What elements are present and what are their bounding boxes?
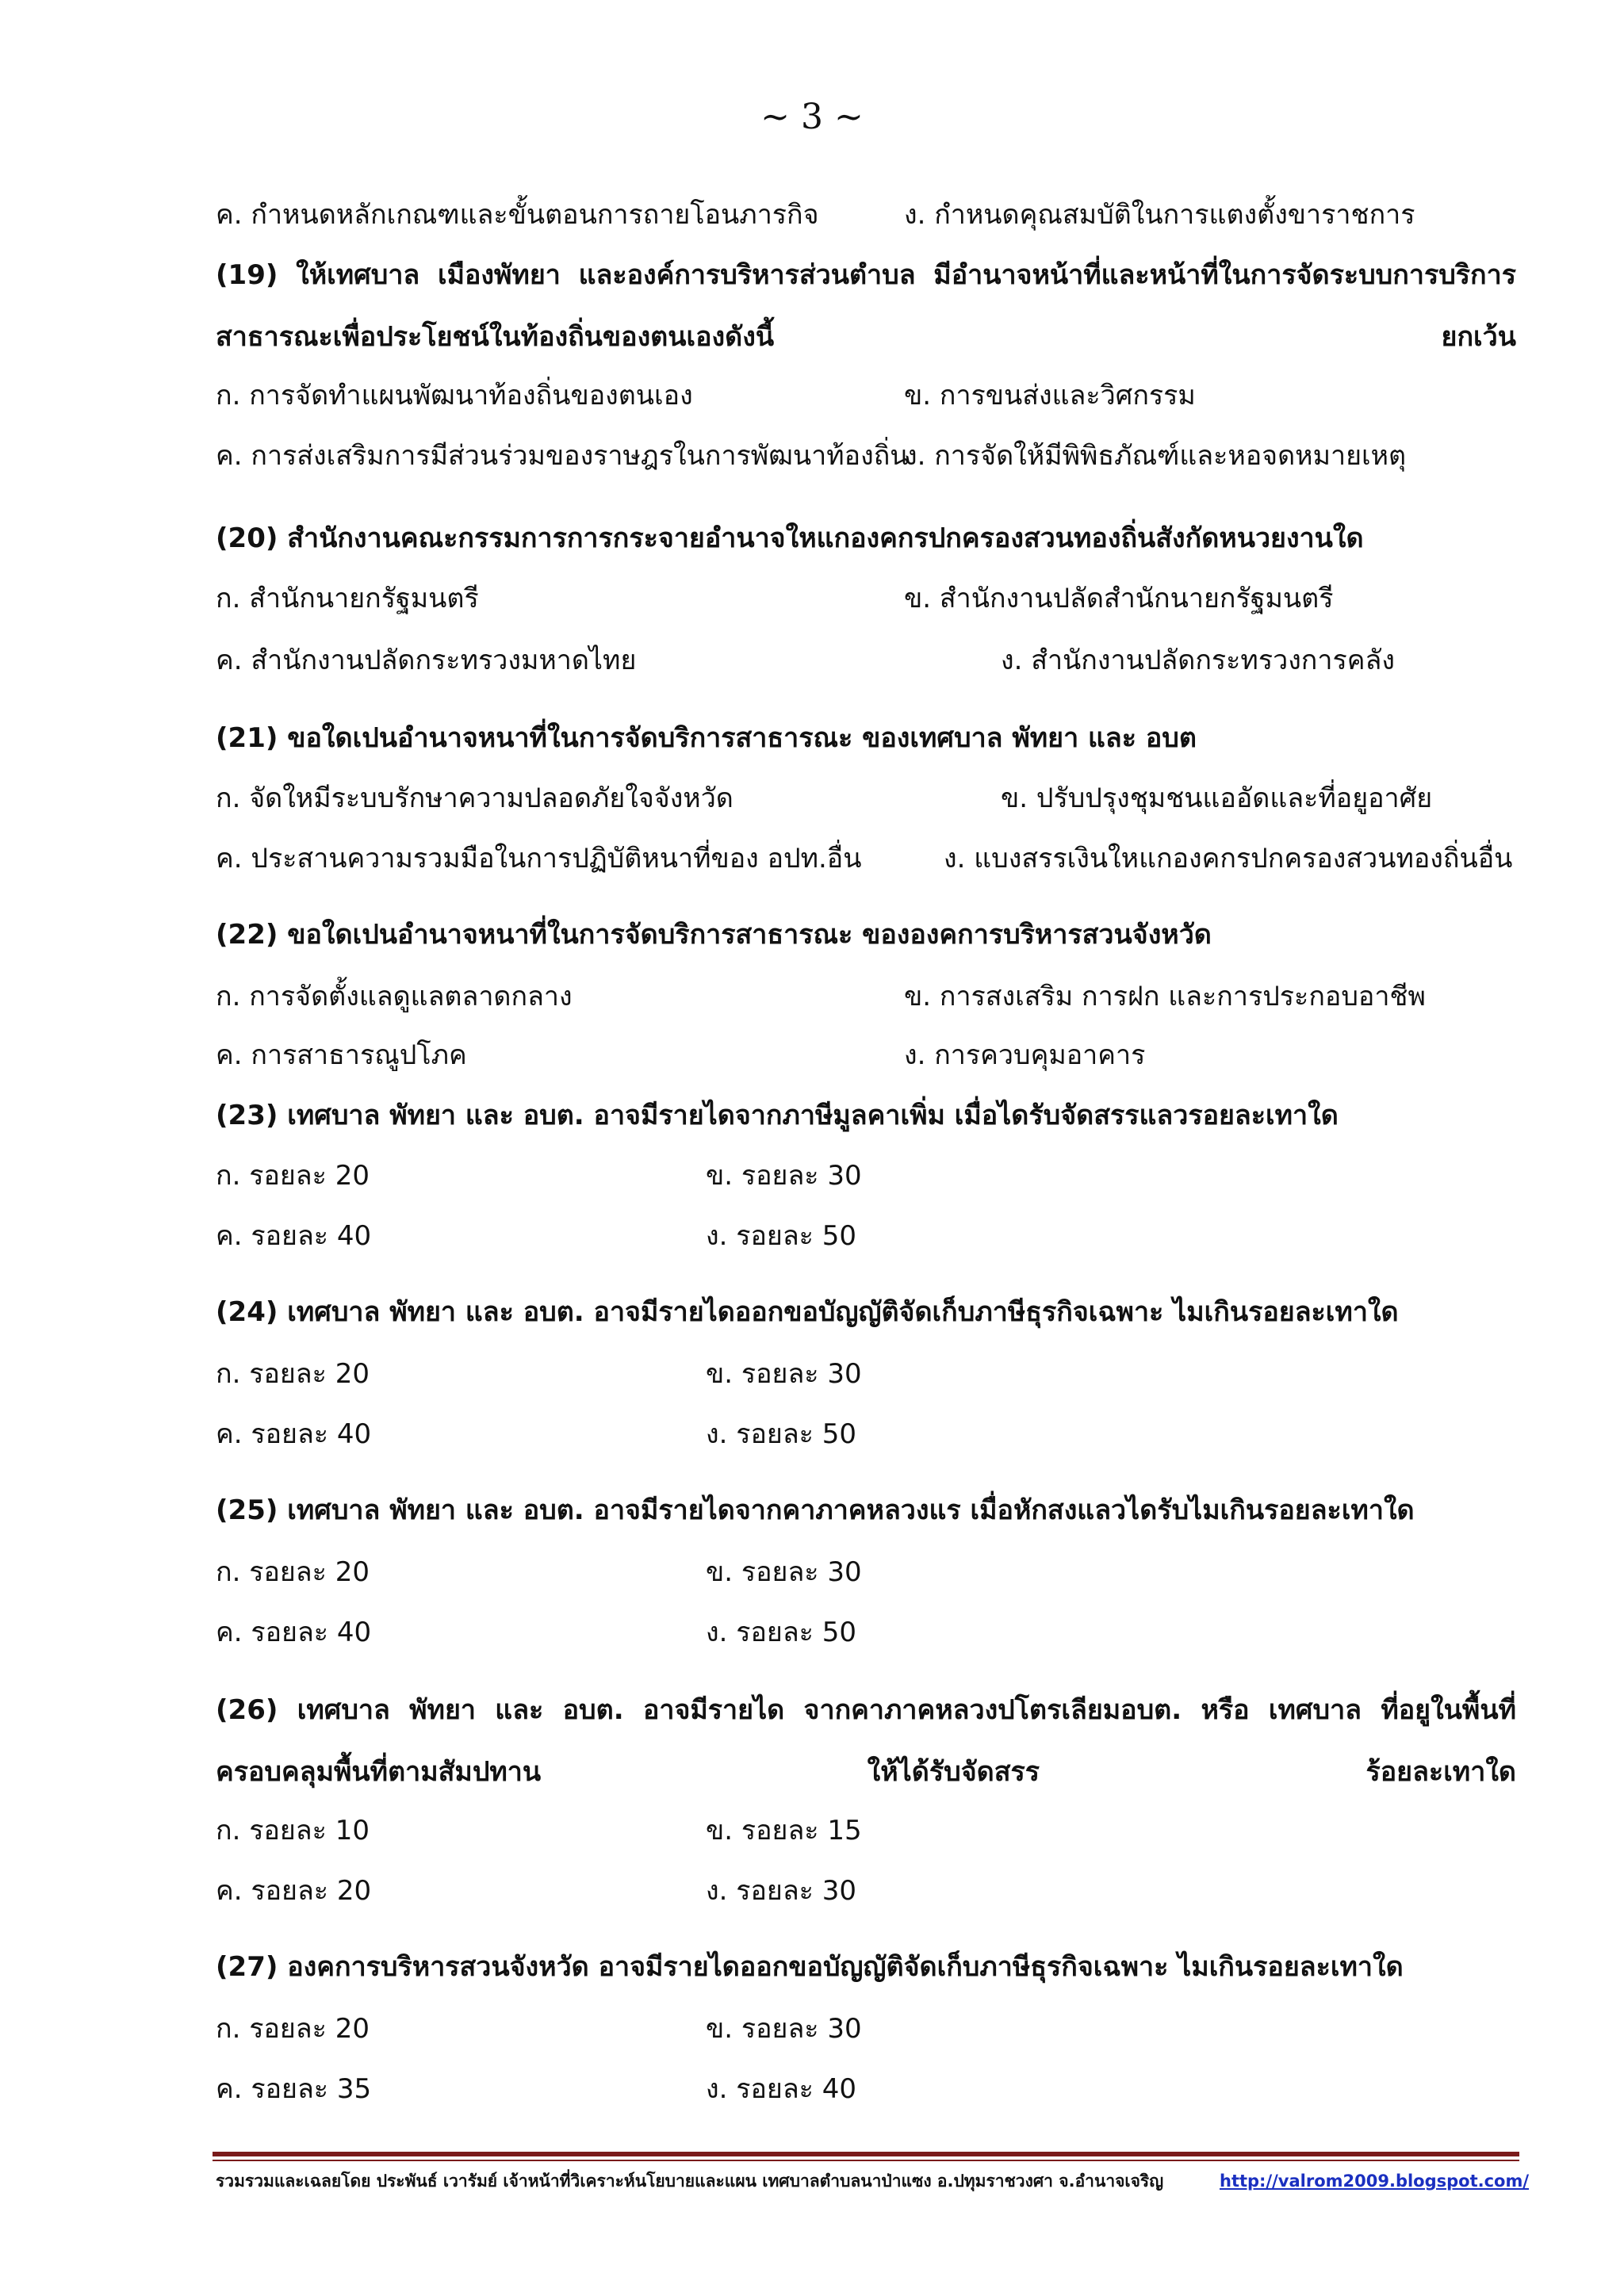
option-c: ค. รอยละ 40	[216, 1617, 372, 1648]
option-b: ข. รอยละ 30	[706, 1358, 862, 1390]
option-d: ง. การควบคุมอาคาร	[904, 1039, 1146, 1071]
option-a: ก. สำนักนายกรัฐมนตรี	[216, 583, 479, 614]
option-d: ง. การจัดให้มีพิพิธภัณฑ์และหอจดหมายเหตุ	[904, 440, 1407, 472]
question-22: (22) ขอใดเปนอำนาจหนาที่ในการจัดบริการสาธารณะ ขององคการบริหารสวนจังหวัด	[216, 919, 1212, 951]
option-c: ค. การส่งเสริมการมีส่วนร่วมของราษฎรในการพัฒนาท้องถิ่น	[216, 440, 909, 472]
option-d: ง. รอยละ 50	[706, 1220, 856, 1252]
page-number: ~ 3 ~	[760, 97, 864, 137]
question-20: (20) สำนักงานคณะกรรมการการกระจายอำนาจใหแกองคกรปกครองสวนทองถิ่นสังกัดหนวยงานใด	[216, 522, 1364, 554]
option-c: ค. กำหนดหลักเกณฑและขั้นตอนการถายโอนภารกิจ	[216, 199, 819, 231]
option-a: ก. จัดใหมีระบบรักษาความปลอดภัยใจจังหวัด	[216, 783, 733, 814]
option-b: ข. รอยละ 30	[706, 1160, 862, 1192]
option-a: ก. รอยละ 20	[216, 2013, 370, 2045]
option-d: ง. สำนักงานปลัดกระทรวงการคลัง	[1001, 645, 1395, 676]
option-d: ง. รอยละ 30	[706, 1875, 856, 1907]
option-c: ค. การสาธารณูปโภค	[216, 1039, 467, 1071]
option-b: ข. การขนส่งและวิศกรรม	[904, 380, 1196, 411]
question-23: (23) เทศบาล พัทยา และ อบต. อาจมีรายไดจากภาษีมูลคาเพิ่ม เมื่อไดรับจัดสรรแลวรอยละเทาใด	[216, 1100, 1339, 1131]
footer-link[interactable]: http://valrom2009.blogspot.com/	[1220, 2172, 1530, 2191]
question-21: (21) ขอใดเปนอำนาจหนาที่ในการจัดบริการสาธารณะ ของเทศบาล พัทยา และ อบต	[216, 722, 1197, 754]
option-d: ง. แบงสรรเงินใหแกองคกรปกครองสวนทองถิ่นอื่น	[944, 843, 1513, 874]
question-26: (26) เทศบาล พัทยา และ อบต. อาจมีรายได จากคาภาคหลวงปโตรเลียมอบต. หรือ เทศบาล ที่อยูในพื้นที่ครอบคลุมพื้นที่ตามสัมปทาน ให้ได้รับจัดสรร ร้อยละเทาใด	[216, 1694, 1516, 1788]
option-b: ข. รอยละ 15	[706, 1815, 862, 1846]
option-a: ก. การจัดตั้งแลดูแลตลาดกลาง	[216, 981, 573, 1012]
option-c: ค. รอยละ 35	[216, 2073, 372, 2105]
option-a: ก. รอยละ 10	[216, 1815, 370, 1846]
option-c: ค. รอยละ 40	[216, 1418, 372, 1450]
option-b: ข. รอยละ 30	[706, 1556, 862, 1588]
option-b: ข. การสงเสริม การฝก และการประกอบอาชีพ	[904, 981, 1426, 1012]
option-a: ก. รอยละ 20	[216, 1556, 370, 1588]
option-a: ก. รอยละ 20	[216, 1160, 370, 1192]
footer-rule-thin	[213, 2160, 1519, 2161]
question-19: (19) ให้เทศบาล เมืองพัทยา และองค์การบริหารส่วนตำบล มีอำนาจหน้าที่และหน้าที่ในการจัดระบบการบริการสาธารณะเพื่อประโยชน์ในท้องถิ่นของตนเองดังนี้ ยกเว้น	[216, 259, 1516, 353]
option-d: ง. กำหนดคุณสมบัติในการแตงตั้งขาราชการ	[904, 199, 1415, 231]
option-d: ง. รอยละ 40	[706, 2073, 856, 2105]
option-c: ค. ประสานความรวมมือในการปฏิบัติหนาที่ของ อปท.อื่น	[216, 843, 862, 874]
option-c: ค. สำนักงานปลัดกระทรวงมหาดไทย	[216, 645, 637, 676]
footer-credit: รวมรวมและเฉลยโดย ประพันธ์ เวารัมย์ เจ้าหน้าที่วิเคราะห์นโยบายและแผน เทศบาลตำบลนาป่าแซง อ.ปทุมราชวงศา จ.อำนาจเจริญ	[216, 2172, 1164, 2191]
question-27: (27) องคการบริหารสวนจังหวัด อาจมีรายไดออกขอบัญญัติจัดเก็บภาษีธุรกิจเฉพาะ ไมเกินรอยละเทาใด	[216, 1951, 1404, 1983]
option-a: ก. รอยละ 20	[216, 1358, 370, 1390]
question-24: (24) เทศบาล พัทยา และ อบต. อาจมีรายไดออกขอบัญญัติจัดเก็บภาษีธุรกิจเฉพาะ ไมเกินรอยละเทาใด	[216, 1296, 1399, 1328]
option-c: ค. รอยละ 20	[216, 1875, 372, 1907]
option-d: ง. รอยละ 50	[706, 1617, 856, 1648]
option-b: ข. ปรับปรุงชุมชนแออัดและที่อยูอาศัย	[1001, 783, 1433, 814]
option-b: ข. รอยละ 30	[706, 2013, 862, 2045]
option-c: ค. รอยละ 40	[216, 1220, 372, 1252]
question-25: (25) เทศบาล พัทยา และ อบต. อาจมีรายไดจากคาภาคหลวงแร เมื่อหักสงแลวไดรับไมเกินรอยละเทาใด	[216, 1494, 1415, 1526]
option-a: ก. การจัดทำแผนพัฒนาท้องถิ่นของตนเอง	[216, 380, 693, 411]
footer-rule	[213, 2152, 1519, 2156]
option-d: ง. รอยละ 50	[706, 1418, 856, 1450]
option-b: ข. สำนักงานปลัดสำนักนายกรัฐมนตรี	[904, 583, 1334, 614]
